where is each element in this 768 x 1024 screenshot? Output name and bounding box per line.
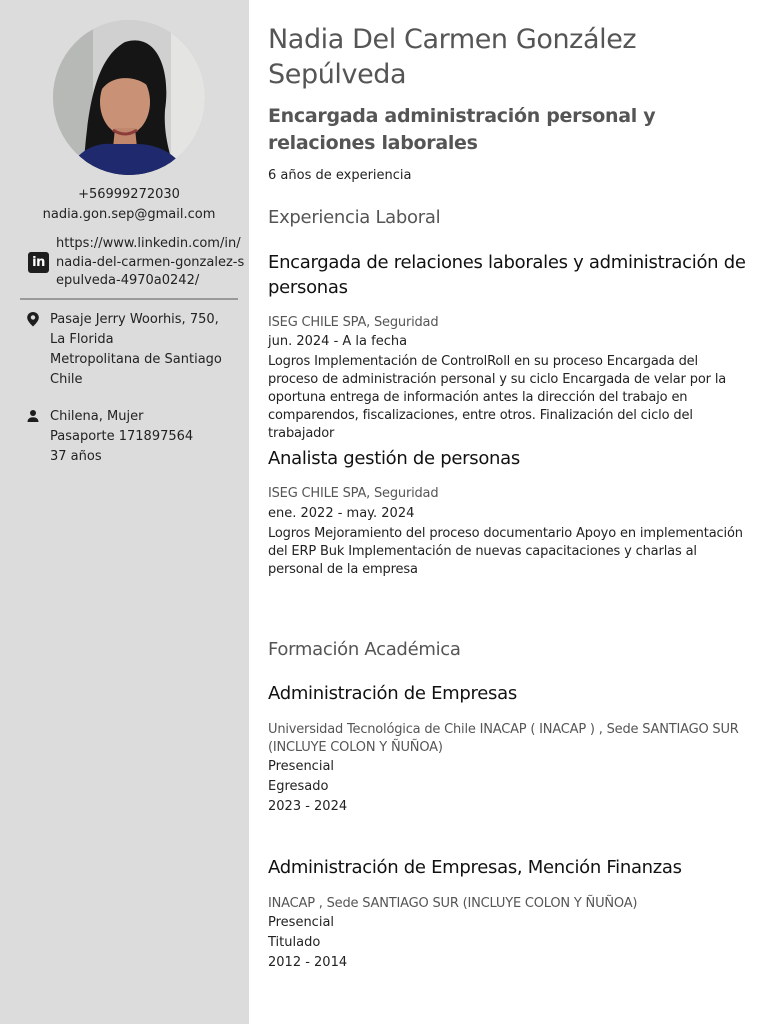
person-icon <box>26 408 40 424</box>
address-line-3: Metropolitana de Santiago <box>50 352 222 367</box>
experience-2-description: Logros Mejoramiento del proceso documentario Apoyo en implementación del ERP Buk Implementación de nuevas capacitaciones y charlas al personal de la empresa <box>268 526 743 577</box>
passport: Pasaporte 171897564 <box>50 429 194 444</box>
nationality-gender: Chilena, Mujer <box>50 409 144 424</box>
experience-years: 6 años de experiencia <box>268 168 412 183</box>
address-line-1: Pasaje Jerry Woorhis, 750, <box>50 312 219 327</box>
education-section-title: Formación Académica <box>268 639 461 660</box>
experience-1-company: ISEG CHILE SPA, Seguridad <box>268 315 439 330</box>
education-2-dates: 2012 - 2014 <box>268 955 348 970</box>
phone[interactable]: +56999272030 <box>78 187 180 202</box>
education-1-dates: 2023 - 2024 <box>268 799 348 814</box>
experience-2-company: ISEG CHILE SPA, Seguridad <box>268 486 439 501</box>
linkedin-icon: in <box>28 252 49 273</box>
email[interactable]: nadia.gon.sep@gmail.com <box>42 207 216 222</box>
education-1-status: Egresado <box>268 779 329 794</box>
experience-2-dates: ene. 2022 - may. 2024 <box>268 506 415 521</box>
education-1-degree: Administración de Empresas <box>268 683 517 704</box>
experience-1-dates: jun. 2024 - A la fecha <box>268 334 408 349</box>
sidebar <box>0 0 249 1024</box>
education-2-status: Titulado <box>268 935 321 950</box>
headline: Encargada administración personal y relaciones laborales <box>268 105 656 154</box>
location-pin-icon <box>26 311 40 327</box>
education-2-modality: Presencial <box>268 915 335 930</box>
education-2-institution: INACAP , Sede SANTIAGO SUR (INCLUYE COLON Y ÑUÑOA) <box>268 896 638 911</box>
experience-section-title: Experiencia Laboral <box>268 207 441 228</box>
address-line-2: La Florida <box>50 332 114 347</box>
personal-block <box>26 407 236 467</box>
education-1-institution: Universidad Tecnológica de Chile INACAP ( INACAP ) , Sede SANTIAGO SUR (INCLUYE COLON Y ÑUÑOA) <box>268 722 739 755</box>
avatar <box>53 20 205 175</box>
linkedin-url[interactable]: https://www.linkedin.com/in/nadia-del-carmen-gonzalez-sepulveda-4970a0242/ <box>56 236 245 288</box>
sidebar-divider <box>20 298 238 300</box>
address-block <box>26 310 236 390</box>
experience-2-role: Analista gestión de personas <box>268 448 520 469</box>
education-2-degree: Administración de Empresas, Mención Finanzas <box>268 857 682 878</box>
full-name: Nadia Del Carmen González Sepúlveda <box>268 24 637 90</box>
experience-1-role: Encargada de relaciones laborales y administración de personas <box>268 252 746 298</box>
education-1-modality: Presencial <box>268 759 335 774</box>
age: 37 años <box>50 449 102 464</box>
address-line-4: Chile <box>50 372 83 387</box>
profile-photo <box>53 20 205 175</box>
experience-1-description: Logros Implementación de ControlRoll en su proceso Encargada del proceso de administración personal y su ciclo Encargada de velar por la oportuna entrega de información antes la dirección del trabajo en comparendos, fiscalizaciones, entre otros. Finalización del ciclo del trabajador <box>268 354 727 441</box>
